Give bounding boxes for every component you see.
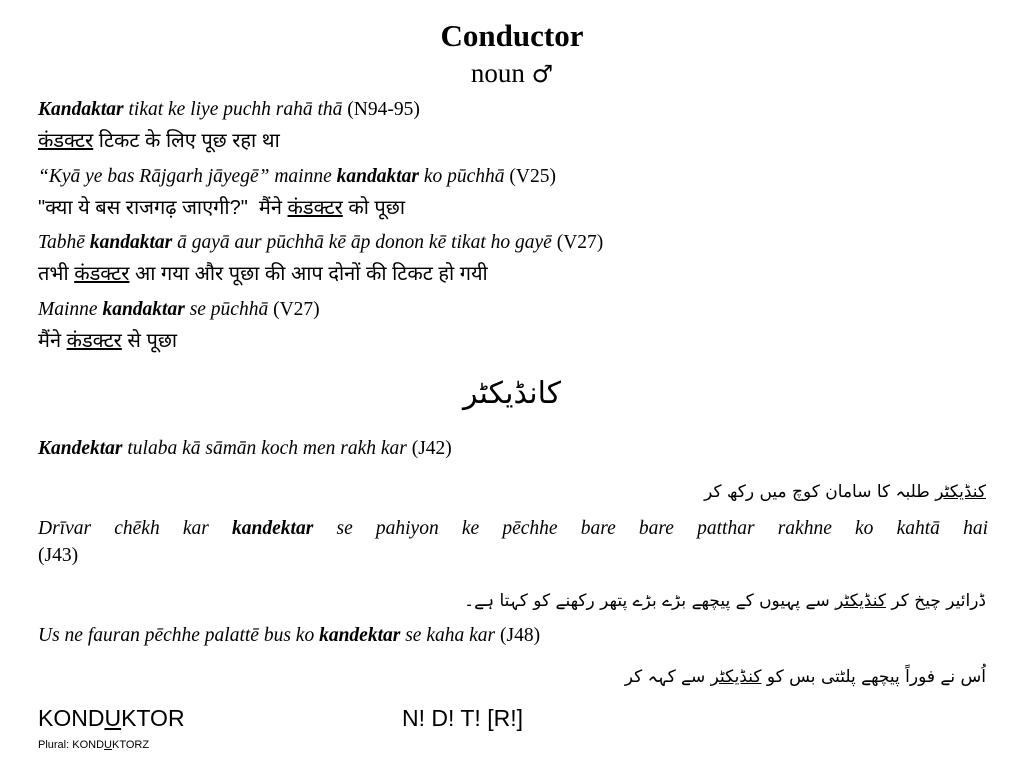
reference: (N94-95): [342, 99, 420, 120]
example-latin-7: [38, 625, 540, 647]
example-text: Tabhē: [38, 232, 90, 253]
keyword-urdu: کنڈیکٹر: [835, 591, 886, 611]
keyword: kandektar: [319, 625, 401, 646]
keyword: kandaktar: [89, 232, 173, 253]
part-of-speech: [0, 58, 1024, 89]
example-hindi-1: [38, 126, 280, 153]
example-latin-5: [38, 438, 452, 460]
example-latin-3: [38, 232, 603, 254]
example-text-hindi: टिकट के लिए पूछ रहा था: [93, 130, 280, 152]
example-text-hindi: "क्या ये बस राजगढ़ जाएगी?" मैंने: [38, 197, 288, 219]
example-text-urdu: اُس نے فوراً پیچھے پلٹتی بس کو: [761, 667, 986, 687]
example-text: se pūchhā: [184, 299, 269, 320]
keyword-urdu: کنڈیکٹر: [710, 667, 762, 687]
example-text-urdu: طلبہ کا سامان کوچ میں رکھ کر: [704, 482, 936, 502]
keyword: Kandektar: [38, 438, 123, 459]
example-text-hindi: तभी: [38, 263, 75, 285]
entry-title: Conductor: [440, 18, 584, 53]
keyword-hindi: कंडक्टर: [74, 263, 130, 285]
keyword-hindi: कंडक्टर: [38, 130, 94, 152]
pos-label: noun: [470, 58, 525, 88]
keyword-hindi: कंडक्टर: [66, 330, 122, 352]
example-text-urdu: ڈرائیر چیخ کر: [885, 591, 986, 611]
example-text-hindi: आ गया और पूछा की आप दोनों की टिकट हो गयी: [129, 263, 488, 285]
headword-stress: U: [104, 705, 122, 731]
plural-part: KOND: [72, 739, 105, 751]
plural-stress: U: [104, 739, 112, 751]
keyword-hindi: कंडक्टर: [287, 197, 343, 219]
keyword: kandektar: [232, 518, 314, 539]
example-hindi-4: [38, 326, 177, 353]
example-urdu-1: [704, 481, 986, 502]
reference: (J48): [495, 625, 541, 646]
male-symbol-icon: ♂: [531, 60, 554, 88]
example-urdu-3: [625, 666, 986, 687]
example-text: “Kyā ye bas Rājgarh jāyegē” mainne: [38, 166, 337, 187]
example-latin-1: [38, 99, 420, 121]
reference-j43: [38, 545, 78, 567]
plural-label: Plural:: [38, 739, 73, 751]
keyword: kandaktar: [102, 299, 185, 320]
example-text-hindi: मैंने: [38, 330, 67, 352]
reference: (V25): [504, 166, 556, 187]
reference: (J42): [406, 438, 452, 459]
example-latin-4: [38, 299, 320, 321]
keyword-urdu: کنڈیکٹر: [935, 482, 986, 502]
reference: (V27): [268, 299, 320, 320]
reference: (J43): [38, 545, 79, 566]
example-text: tikat ke liye puchh rahā thā: [123, 99, 343, 120]
plural-form: [38, 739, 149, 751]
example-text: tulaba kā sāmān koch men rakh kar: [122, 438, 407, 459]
example-text: ā gayā aur pūchhā kē āp donon kē tikat ho gayē: [172, 232, 552, 253]
example-text-hindi: को पूछा: [342, 197, 405, 219]
example-latin-2: [38, 166, 556, 188]
phonetic-code: N! D! T! [R!]: [402, 705, 523, 731]
keyword: kandaktar: [336, 166, 419, 187]
example-text: Mainne: [38, 299, 103, 320]
headword: [38, 705, 185, 732]
plural-part: KTORZ: [111, 739, 150, 751]
example-text: se pahiyon ke pēchhe bare bare patthar rakhne ko kahtā hai: [313, 518, 988, 539]
urdu-heading: کانڈیکٹر: [462, 376, 562, 411]
keyword: Kandaktar: [38, 99, 124, 120]
example-hindi-2: [38, 193, 405, 220]
example-hindi-3: [38, 259, 488, 286]
example-text: se kaha kar: [400, 625, 496, 646]
headword-part: KTOR: [121, 705, 185, 731]
reference: (V27): [551, 232, 604, 253]
example-urdu-2: [464, 590, 986, 611]
example-text-hindi: से पूछा: [121, 330, 178, 352]
example-latin-6: [38, 518, 988, 540]
example-text: ko pūchhā: [418, 166, 505, 187]
example-text-urdu: سے کہہ کر: [624, 667, 711, 687]
example-text-urdu: سے پہیوں کے پیچھے بڑے بڑے پتھر رکھنے کو کہتا ہے۔: [464, 591, 836, 611]
example-text: Us ne fauran pēchhe palattē bus ko: [38, 625, 320, 646]
headword-part: KOND: [38, 705, 105, 731]
example-text: Drīvar chēkh kar: [38, 518, 233, 539]
